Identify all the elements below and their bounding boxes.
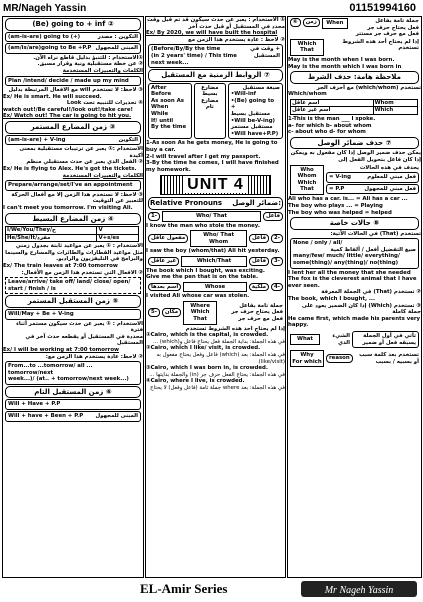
present-continuous-use1: الاستخدام :① يعبر عن ترتيبات مستقبلية بمعنى [19,146,143,153]
special-example2: The fox is the cleverest animal that I have ever seen. [288,276,417,289]
cairo-example3-note: في هذه الجملة: يحتاج الفعل حرف جر (in) والجملة بدايتها ... [149,371,285,378]
be-going-to-keywords-title: الكلمات والتعبيرات المستخدمة [62,67,143,74]
time-links-example2: 2-I will travel after I get my passport. [146,153,261,160]
may-example2: May is the month which I was born in [288,63,402,70]
rp-where-note: إذا لم يحتاج احد هذه الشروط تستخدم [185,325,285,332]
be-going-to-example2: watch out!/Be careful!/look out!/take care! [3,106,133,113]
series-name: EL-Amir Series [140,581,228,596]
future-perfect-passive: Will + have + Been + P.P المبنى للمجهول [5,411,141,422]
present-continuous-example2: I can't meet you tomorrow. I'm visiting Ali. [3,204,133,211]
present-simple-table: I/We/You/They/ج V He/She/It/مفرد V+s/es [5,226,139,242]
present-continuous-keywords: Prepare/arrange/set/I've an appointment [5,180,141,191]
be-going-to-use1: ①الاستخدام : للتنبؤ بدليل قاطع نراه الآن. [33,54,143,61]
rp-which-example1: The book which I bought, was exciting. [146,267,265,274]
present-simple-verbs: Leave/arrive/ take off/ land/ close/ open/ start / finish / is [5,277,141,294]
author-name: MR/Nageh Yassin [3,3,87,14]
future-continuous-example: Ex/ I will be working at 7:00 tomorrow [3,346,120,353]
special-that2: ② تستخدم (That) في الجملة المعرفة [321,289,421,296]
svg-text:Mr Nageh Yassin: Mr Nageh Yassin [324,585,394,596]
section-future-perfect-title: زمن المستقبل التام ⑥ [5,386,141,399]
section-be-going-to-title: (Be) going to + inf ② [5,18,141,31]
rp-where-row: 5- مكان Where Which That جملة تامة بفاعل فعل يحتاج حرف جر فعل مع حرف جر [148,301,283,325]
time-links-example3: 3-By the time he comes, I will have finished my homework. [146,160,279,173]
special-example3: He came first, which made his parents very happy. [288,315,421,329]
rp-whom-example: I saw the boy (whom/that) Ali hit yesterday. [146,248,280,255]
future-continuous-form: Will/May + Be + V-ing [5,309,141,320]
cairo-example4-note: في هذه الجملة: بعد where جملة تامة (فاعل وفعل) لا يحتاج [150,385,285,391]
special-which-use: ③ تستخدم (Which) إذا كان الضمير يعود على جملة كاملة [301,302,421,316]
cairo-example4: ④Cairo, where I live, is crowded. [146,378,245,385]
omission-example3: The boy who was helped = helped [288,209,392,216]
omission-title: حذف ضمائر الوصل ⑦ [290,137,419,150]
time-links-conjunctions: After Before As soon As When While If/ until By the time [148,83,192,140]
present-continuous-form: (am-is-are) + V-ing التكوين [5,135,141,146]
rp-whose-example: I visited Ali whose car was stolen. [146,293,250,300]
section-present-simple-title: زمن المضارع البسيط ④ [5,213,141,226]
be-going-to-warning: ④ تحذيرات للتنبيه تحت Look [66,100,143,107]
time-links-future: صيغة مستقبل •Will-inf •(Be) going to + مستقبل بسيط •Will be-V-ing) مستقبل مستمر •Will have+P.P) [228,83,283,140]
preposition-rule-title: ملاحظة هامة: حذف الشرط [290,71,419,84]
rp-whose-row: اسم بعدها Whose ملكية 4- [148,282,283,293]
special-book-example: The book, which I bought, ... [288,296,376,302]
whom-question: 1-This is the man ___ I spoke. [288,116,376,123]
future-perfect-example: Ex/ By 2020, we will have built the hospital [146,30,278,37]
relative-pronouns-title: Relative Pronouns ضمائر الوصل: [148,197,283,210]
special-cases-title: حالات خاصة ⑧ [290,217,419,230]
future-perfect-form: Will + Have + P.P [5,399,141,410]
cairo-example3: ③Cairo, which I was born in, is crowded. [146,365,268,372]
future-perfect-use1: ① الاستخدام : يعبر عن حدث سيكون قد تم قبل وقت [147,17,285,23]
time-links-table [148,83,283,140]
whom-question-options: a- for which b- about whom c- about who d- for whom [288,122,372,136]
whom-which-table: اسم عاقل Whom اسم غير عاقل Which [290,99,418,115]
future-perfect-note: (Before/By/By the time (in 2 years' time) / This time next week... + وقت في المستقبل [148,44,283,68]
author-logo [300,579,418,599]
section-future-continuous-title: زمن المستقبل المستمر ⑤ [5,295,141,308]
future-perfect-use2: محدد في المستقبل أو قبل حدث آخر [188,23,285,30]
section-time-links-title: الروابط الزمنية مع المستقبل ⑦ [148,69,283,82]
omission-table: Who Whom Which That يحذف في هذه الحالات = V-ing فعل مبني للمعلوم = P.P فعل مبني للمجهول [290,165,419,196]
present-simple-example: Ex/ The train leaves at 7:00 tomorrow [3,263,118,270]
be-going-to-note: ③ لاحظ: لا تستخدم will مع الافعال المرتبطة بدليل [8,87,143,94]
when-row: ⑥ زمن When جملة تامة بفاعل فعل يحتاج حرف جر فعل مع حرف جر مستتر [290,18,419,38]
why-row: Why For which reason تستخدم بعد كلمة سبب أو بسبيه / بسبب [290,350,419,367]
present-continuous-use3: ② الفعل الذي يعبر عن حدث مستقبلي منظم [26,159,143,166]
be-going-to-keywords: Plan /intend/ decide / made up my mind [5,76,141,87]
future-continuous-keywords-title: ② لاحظ: عادة يستخدم هذا الزمن مع: [45,353,143,360]
time-links-present: مضارع بسيط مضارع تام [194,83,226,140]
may-example1: May is the month when I was born. [288,56,395,63]
omission-rule: يمكن حذف ضمير الوصل إذا كان مفعول به ويمكن إذا كان فاعل بتحويل الفعل إلى [290,150,421,163]
rp-which-row: غير عاقل Which/That فاعل 3- [148,256,283,267]
future-continuous-use2: محددة في المستقبل أو يقطعه حدث آخر في المستقبل [25,333,143,347]
cairo-example1-note: في هذه الجملة: بداية الجملة فعل يحتاج فاعل و(which) ... [152,338,285,345]
column-left [2,16,144,578]
special-that-words: None / only / all/ صيغ التفضيل أفعل / ألفاظ كمية many/few/ much/ little/ everything/ some(thing)/ any(thing)/ no(thing) [290,238,419,268]
special-example1: I lent her all the money that she needed [288,269,411,276]
preposition-rule-which: Which/whom [288,91,327,98]
unit-banner: UNIT 4 [160,175,271,195]
omission-example2: The boy who plays ... = Playing [288,202,383,209]
future-perfect-note-title: ② لاحظ : عادة يستخدم هذا الزمن مع [188,36,285,43]
cairo-example1: ①Cairo, which is the capital, is crowded. [146,332,269,339]
what-row: What الشيء الذي تأتي في أول الجملة يسبقه فعل أو ضمير [290,331,419,348]
time-links-example1: 1-As soon As he gets money, He is going to buy a car. [146,140,278,154]
omission-example1: Ali who has a car. is... = Ali has a car ... [288,196,408,203]
be-going-to-use2: ② عن خطة مستقبلية ونية وقرار مسبق. [37,61,143,68]
present-continuous-use2: أكيدة [129,152,143,159]
be-going-to-example3: Ex/ Watch out! The car is going to hit you. [3,113,132,120]
section-present-continuous-title: زمن المضارع المستمر ③ [5,121,141,134]
be-going-to-example1: Ex/ He is smart. He will succeed. [3,93,102,100]
special-that-use: تستخدم (That) في الحالات الآتية: [330,230,421,237]
phone-number: 01151994160 [349,2,416,14]
rp-whom-row: مفعول عاقل Who/ That Whom فاعل 2- [148,230,283,247]
rp-who-example: I know the man who stole the money. [146,222,260,229]
present-continuous-example1: Ex/ He is flying to Alex. He's got the tickets. [3,165,137,172]
be-going-to-passive: (am/is/are)going to Be +P.P المبنى للمجهول [5,43,141,54]
present-simple-use1: الاستخدام : ① يعبر عن مواعيد ثابتة بجدول زمني [15,243,143,250]
rp-which-example2: Give me the pen that is on the table. [146,274,259,281]
rp-who-row: 1- Who/ That فاعل [148,211,283,222]
future-continuous-keywords: From...to ...tomorrow/ all ... tomorrow/next week...)/ (at.. + tomorrow/next week...) [5,361,141,385]
present-simple-verbs-title: ② الافعال التي تستخدم هذا الزمن مع الأفعال: [21,269,143,276]
which-that-row: Which That إذا لم يحتاج أحد هذه الشروط تستخدم [290,39,419,56]
future-continuous-use1: الاستخدام : ① يعبر عن حدث سيكون مستمر أثناء فترة [16,320,143,334]
present-continuous-keywords-title: الكلمات والتعبيرات المستخدمة [62,172,143,179]
column-middle [145,16,286,578]
preposition-rule: تستخدم (which/whom) مع أحرف الجر [316,84,421,91]
present-simple-use2: مثل مواعيد القطارات والطائرات والمسارح والسينما والبرامج في التليفزيون والراديو. [5,249,143,263]
present-continuous-note: ③ لاحظ: لا نستخدم هذا الزمن إلا مع أفعال الحركة للتعبير عن التوقيت [11,191,143,205]
column-right [287,16,422,578]
cairo-example2: ②Cairo, which I like/ visit, is crowded. [146,345,261,352]
cairo-example2-note: في هذه الجملة: بعد (which) فاعل وفعل يحتاج مفعول به (like/visit) [156,352,285,365]
be-going-to-form: (am-is-are) going to (+) التكوين : مصدر [5,32,141,43]
